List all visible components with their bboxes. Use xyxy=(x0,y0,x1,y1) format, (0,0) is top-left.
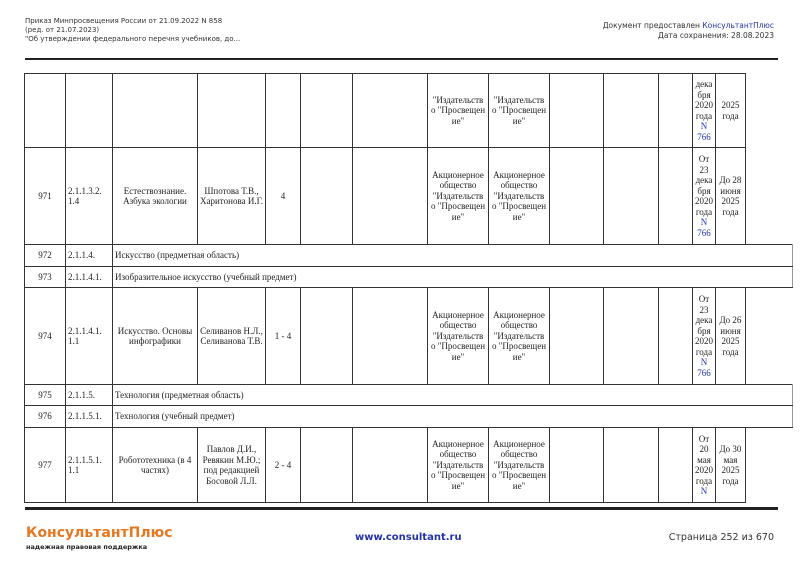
cell-title: Искусство. Основы инфографики xyxy=(113,288,198,385)
cell-c7 xyxy=(353,288,428,385)
empty-cell xyxy=(550,288,604,385)
cell-title: Технология (предметная область) xyxy=(113,385,793,406)
cell-until: До 28 июня 2025 года xyxy=(716,148,746,245)
cell-authors: Шпотова Т.В., Харитонова И.Г. xyxy=(198,148,266,245)
cell-pub2: Акционерное общество "Издательств о "Просвещен ие" xyxy=(489,288,550,385)
footer-logo: КонсультантПлюс xyxy=(26,525,173,541)
table-row xyxy=(25,288,793,385)
order-date: От 23 дека бря 2020 года xyxy=(695,294,713,357)
order-subject: "Об утверждении федерального перечня учебников, до... xyxy=(25,35,241,43)
cell-c6 xyxy=(301,428,353,503)
cell-pub2: Акционерное общество "Издательств о "Просвещен ие" xyxy=(489,148,550,245)
save-date: Дата сохранения: 28.08.2023 xyxy=(658,31,774,40)
cell-title: Технология (учебный предмет) xyxy=(113,406,793,428)
page-number: Страница 252 из 670 xyxy=(668,532,774,543)
cell-pub1: Акционерное общество "Издательств о "Просвещен ие" xyxy=(428,428,489,503)
cell-title: Естествознание. Азбука экологии xyxy=(113,148,198,245)
cell-pub1: Акционерное общество "Издательств о "Просвещен ие" xyxy=(428,288,489,385)
provided-label: Документ предоставлен xyxy=(602,21,703,30)
document-header-right xyxy=(603,21,774,41)
cell-num: 977 xyxy=(25,428,66,503)
empty-cell xyxy=(550,148,604,245)
cell-authors: Павлов Д.И., Ревякин М.Ю.; под редакцией Босовой Л.Л. xyxy=(198,428,266,503)
table-row xyxy=(25,406,793,428)
cell-order xyxy=(693,148,716,245)
empty-cell xyxy=(604,148,659,245)
cell-authors xyxy=(198,74,266,148)
table-row xyxy=(25,385,793,406)
cell-pub1: "Издательств о "Просвещен ие" xyxy=(428,74,489,148)
cell-title xyxy=(113,74,198,148)
textbook-table xyxy=(24,73,793,503)
cell-c6 xyxy=(301,148,353,245)
cell-c7 xyxy=(353,148,428,245)
cell-order xyxy=(693,288,716,385)
cell-num: 971 xyxy=(25,148,66,245)
table-row xyxy=(25,267,793,288)
footer-tagline: надежная правовая поддержка xyxy=(26,543,148,551)
revision: (ред. от 21.07.2023) xyxy=(25,26,100,34)
cell-num: 972 xyxy=(25,245,66,267)
cell-code: 2.1.1.4. xyxy=(66,245,113,267)
cell-grade xyxy=(266,74,301,148)
cell-num: 976 xyxy=(25,406,66,428)
cell-num: 974 xyxy=(25,288,66,385)
order-link[interactable]: N 766 xyxy=(697,121,711,142)
cell-until: До 30 мая 2025 года xyxy=(716,428,746,503)
empty-cell xyxy=(604,428,659,503)
cell-order xyxy=(693,74,716,148)
cell-code: 2.1.1.4.1. xyxy=(66,267,113,288)
cell-authors: Селиванов Н.Л., Селиванова Т.В. xyxy=(198,288,266,385)
cell-grade: 1 - 4 xyxy=(266,288,301,385)
order-date: дека бря 2020 года xyxy=(695,79,713,121)
website-link[interactable]: www.consultant.ru xyxy=(355,532,462,543)
cell-c7 xyxy=(353,74,428,148)
order-link[interactable]: N xyxy=(700,486,708,496)
order-date: От 23 дека бря 2020 года xyxy=(695,154,713,217)
cell-code: 2.1.1.4.1. 1.1 xyxy=(66,288,113,385)
empty-cell xyxy=(550,428,604,503)
empty-cell xyxy=(604,288,659,385)
order-date: От 20 мая 2020 года xyxy=(695,433,713,486)
cell-c6 xyxy=(301,288,353,385)
cell-pub2: Акционерное общество "Издательств о "Просвещен ие" xyxy=(489,428,550,503)
cell-title: Робототехника (в 4 частях) xyxy=(113,428,198,503)
order-link[interactable]: N 766 xyxy=(697,217,711,238)
cell-num: 973 xyxy=(25,267,66,288)
cell-code xyxy=(66,74,113,148)
cell-code: 2.1.1.5.1. xyxy=(66,406,113,428)
cell-order xyxy=(693,428,716,503)
cell-until: До 26 июня 2025 года xyxy=(716,288,746,385)
cell-grade: 4 xyxy=(266,148,301,245)
order-title: Приказ Минпросвещения России от 21.09.2022 N 858 xyxy=(25,17,223,25)
order-link[interactable]: N 766 xyxy=(697,357,711,378)
footer-divider xyxy=(25,507,778,510)
empty-cell xyxy=(659,74,693,148)
cell-code: 2.1.1.5.1. 1.1 xyxy=(66,428,113,503)
table-row xyxy=(25,428,793,503)
empty-cell xyxy=(659,428,693,503)
cell-grade: 2 - 4 xyxy=(266,428,301,503)
cell-title: Искусство (предметная область) xyxy=(113,245,793,267)
cell-until: 2025 года xyxy=(716,74,746,148)
header-divider xyxy=(25,58,778,60)
cell-code: 2.1.1.3.2. 1.4 xyxy=(66,148,113,245)
cell-num xyxy=(25,74,66,148)
brand-link[interactable]: КонсультантПлюс xyxy=(702,21,774,30)
cell-title: Изобразительное искусство (учебный предмет) xyxy=(113,267,793,288)
empty-cell xyxy=(604,74,659,148)
cell-pub1: Акционерное общество "Издательств о "Просвещен ие" xyxy=(428,148,489,245)
document-header-left xyxy=(25,17,240,44)
cell-code: 2.1.1.5. xyxy=(66,385,113,406)
cell-num: 975 xyxy=(25,385,66,406)
empty-cell xyxy=(659,288,693,385)
cell-pub2: "Издательств о "Просвещен ие" xyxy=(489,74,550,148)
empty-cell xyxy=(659,148,693,245)
cell-c7 xyxy=(353,428,428,503)
empty-cell xyxy=(550,74,604,148)
cell-c6 xyxy=(301,74,353,148)
table-row xyxy=(25,74,793,148)
table-row xyxy=(25,245,793,267)
table-row xyxy=(25,148,793,245)
